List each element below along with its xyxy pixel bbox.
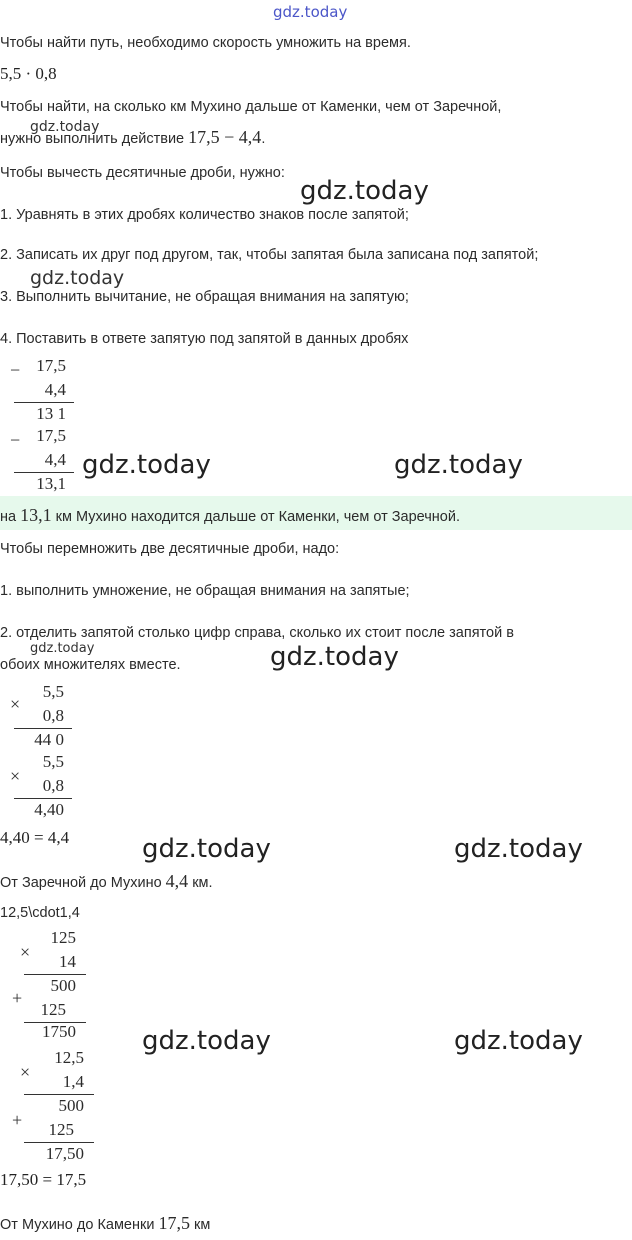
text-line-7: 2. Записать их друг под другом, так, чтобы запятая была записана под запятой; xyxy=(0,247,539,263)
answer-prefix: на xyxy=(0,509,21,525)
math-13-1: 13,1 xyxy=(20,505,52,525)
math-17-5: 17,5 xyxy=(158,1213,190,1233)
text-line-8: 3. Выполнить вычитание, не обращая внимания на запятую; xyxy=(0,289,409,305)
text-line-12: 1. выполнить умножение, не обращая внимания на запятые; xyxy=(0,583,410,599)
watermark-2: gdz.today xyxy=(82,450,211,480)
plus-sign: + xyxy=(12,1110,23,1130)
answer-suffix: км Мухино находится дальше от Каменки, чем от Заречной. xyxy=(51,509,460,525)
text-line-1: Чтобы найти путь, необходимо скорость умножить на время. xyxy=(0,35,411,51)
math-4-40-equals-4-4: 4,40 = 4,4 xyxy=(0,828,70,847)
partial-1: 500 xyxy=(50,976,76,995)
result-rule xyxy=(14,728,72,729)
math-17-50-equals-17-5: 17,50 = 17,5 xyxy=(0,1170,87,1189)
text-line-6: 1. Уравнять в этих дробях количество знаков после запятой; xyxy=(0,207,409,223)
product: 4,40 xyxy=(34,800,64,819)
text-line-16 xyxy=(0,872,213,892)
product: 1750 xyxy=(42,1022,76,1041)
result-rule xyxy=(14,798,72,799)
factor-1: 5,5 xyxy=(42,752,64,771)
subtrahend: 4,4 xyxy=(44,380,66,399)
factor-rule xyxy=(24,1094,94,1095)
text-line-19 xyxy=(0,1214,210,1234)
factor-2: 0,8 xyxy=(42,776,64,795)
minuend: 17,5 xyxy=(36,426,66,445)
minuend: 17,5 xyxy=(36,356,66,375)
times-sign: × xyxy=(20,942,31,962)
text-line-9: 4. Поставить в ответе запятую под запятой в данных дробях xyxy=(0,331,409,347)
product: 17,50 xyxy=(45,1144,84,1163)
partial-2: 125 xyxy=(40,1000,66,1019)
final-prefix: От Мухино до Каменки xyxy=(0,1217,159,1233)
watermark-5: gdz.today xyxy=(142,834,271,864)
partial-2: 125 xyxy=(48,1120,74,1139)
raw-latex-line: 12,5\cdot1,4 xyxy=(0,905,80,921)
text-line-4-suffix: . xyxy=(261,131,266,147)
text-line-11: Чтобы перемножить две десятичные дроби, надо: xyxy=(0,541,340,557)
difference: 13,1 xyxy=(36,474,66,493)
text-line-4-prefix: нужно выполнить действие xyxy=(0,131,189,147)
result-rule xyxy=(24,1142,94,1143)
watermark-small-1: gdz.today xyxy=(30,119,100,135)
watermark-small-3: gdz.today xyxy=(30,641,95,656)
distance-prefix: От Заречной до Мухино xyxy=(0,875,166,891)
watermark-8: gdz.today xyxy=(454,1026,583,1056)
answer-line-1 xyxy=(0,506,460,526)
difference: 13 1 xyxy=(36,404,66,423)
watermark-3: gdz.today xyxy=(394,450,523,480)
minus-sign: − xyxy=(10,360,21,380)
text-line-3: Чтобы найти, на сколько км Мухино дальше от Каменки, чем от Заречной, xyxy=(0,99,502,115)
times-sign: × xyxy=(10,766,21,786)
times-sign: × xyxy=(10,694,21,714)
watermark-7: gdz.today xyxy=(142,1026,271,1056)
distance-suffix: км. xyxy=(188,875,213,891)
minus-sign: − xyxy=(10,430,21,450)
factor-1: 12,5 xyxy=(54,1048,84,1067)
watermark-1: gdz.today xyxy=(300,176,429,206)
watermark-small-2: gdz.today xyxy=(30,267,125,289)
product: 44 0 xyxy=(34,730,64,749)
watermark-6: gdz.today xyxy=(454,834,583,864)
factor-2: 14 xyxy=(59,952,76,971)
factor-2: 0,8 xyxy=(42,706,64,725)
watermark-4: gdz.today xyxy=(270,642,399,672)
final-suffix: км xyxy=(189,1217,211,1233)
times-sign: × xyxy=(20,1062,31,1082)
text-line-5: Чтобы вычесть десятичные дроби, нужно: xyxy=(0,165,285,181)
factor-rule xyxy=(24,974,86,975)
result-rule xyxy=(14,402,74,403)
partial-1: 500 xyxy=(58,1096,84,1115)
plus-sign: + xyxy=(12,988,23,1008)
result-rule xyxy=(14,472,74,473)
math-4-4: 4,4 xyxy=(165,871,189,891)
watermark-top: gdz.today xyxy=(273,3,348,21)
factor-1: 5,5 xyxy=(42,682,64,701)
subtrahend: 4,4 xyxy=(44,450,66,469)
text-line-13: 2. отделить запятой столько цифр справа, сколько их стоит после запятой в xyxy=(0,625,514,641)
factor-2: 1,4 xyxy=(62,1072,84,1091)
factor-1: 125 xyxy=(50,928,76,947)
math-17-5-minus-4-4: 17,5 − 4,4 xyxy=(188,127,262,147)
math-5-5-times-0-8: 5,5 · 0,8 xyxy=(0,64,57,83)
text-line-14: обоих множителях вместе. xyxy=(0,657,181,673)
